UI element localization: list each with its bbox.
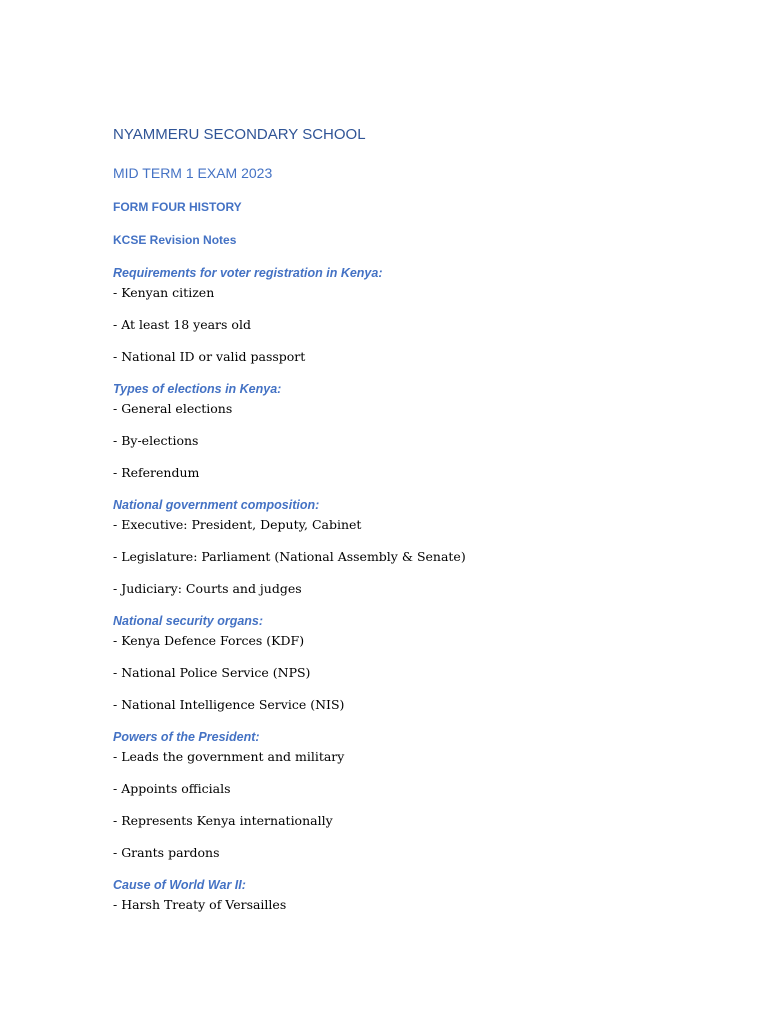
list-item: - Legislature: Parliament (National Assembly & Senate): [113, 549, 466, 564]
list-item: - Executive: President, Deputy, Cabinet: [113, 517, 362, 532]
section-ww2-cause: [113, 876, 713, 914]
notes-title: KCSE Revision Notes: [113, 233, 237, 247]
section-heading: National government composition:: [113, 498, 320, 512]
list-item: - Grants pardons: [113, 845, 220, 860]
exam-title: MID TERM 1 EXAM 2023: [113, 165, 273, 181]
section-security-organs: [113, 612, 713, 714]
section-heading: Requirements for voter registration in Kenya:: [113, 266, 383, 280]
section-heading: Cause of World War II:: [113, 878, 246, 892]
school-title: NYAMMERU SECONDARY SCHOOL: [113, 126, 366, 143]
list-item: - Appoints officials: [113, 781, 231, 796]
section-heading: National security organs:: [113, 614, 264, 628]
list-item: - Kenya Defence Forces (KDF): [113, 633, 305, 648]
list-item: - Judiciary: Courts and judges: [113, 581, 302, 596]
list-item: - Leads the government and military: [113, 749, 345, 764]
list-item: - National ID or valid passport: [113, 349, 306, 364]
section-government-composition: [113, 496, 713, 598]
list-item: - At least 18 years old: [113, 317, 251, 332]
section-heading: Powers of the President:: [113, 730, 260, 744]
list-item: - National Police Service (NPS): [113, 665, 311, 680]
list-item: - Kenyan citizen: [113, 285, 215, 300]
section-heading: Types of elections in Kenya:: [113, 382, 282, 396]
section-president-powers: [113, 728, 713, 862]
section-voter-registration: [113, 264, 713, 366]
list-item: - General elections: [113, 401, 233, 416]
document-body: [113, 125, 713, 928]
list-item: - Harsh Treaty of Versailles: [113, 897, 287, 912]
list-item: - Referendum: [113, 465, 200, 480]
list-item: - Represents Kenya internationally: [113, 813, 333, 828]
section-election-types: [113, 380, 713, 482]
list-item: - National Intelligence Service (NIS): [113, 697, 345, 712]
subject-title: FORM FOUR HISTORY: [113, 200, 242, 214]
list-item: - By-elections: [113, 433, 199, 448]
